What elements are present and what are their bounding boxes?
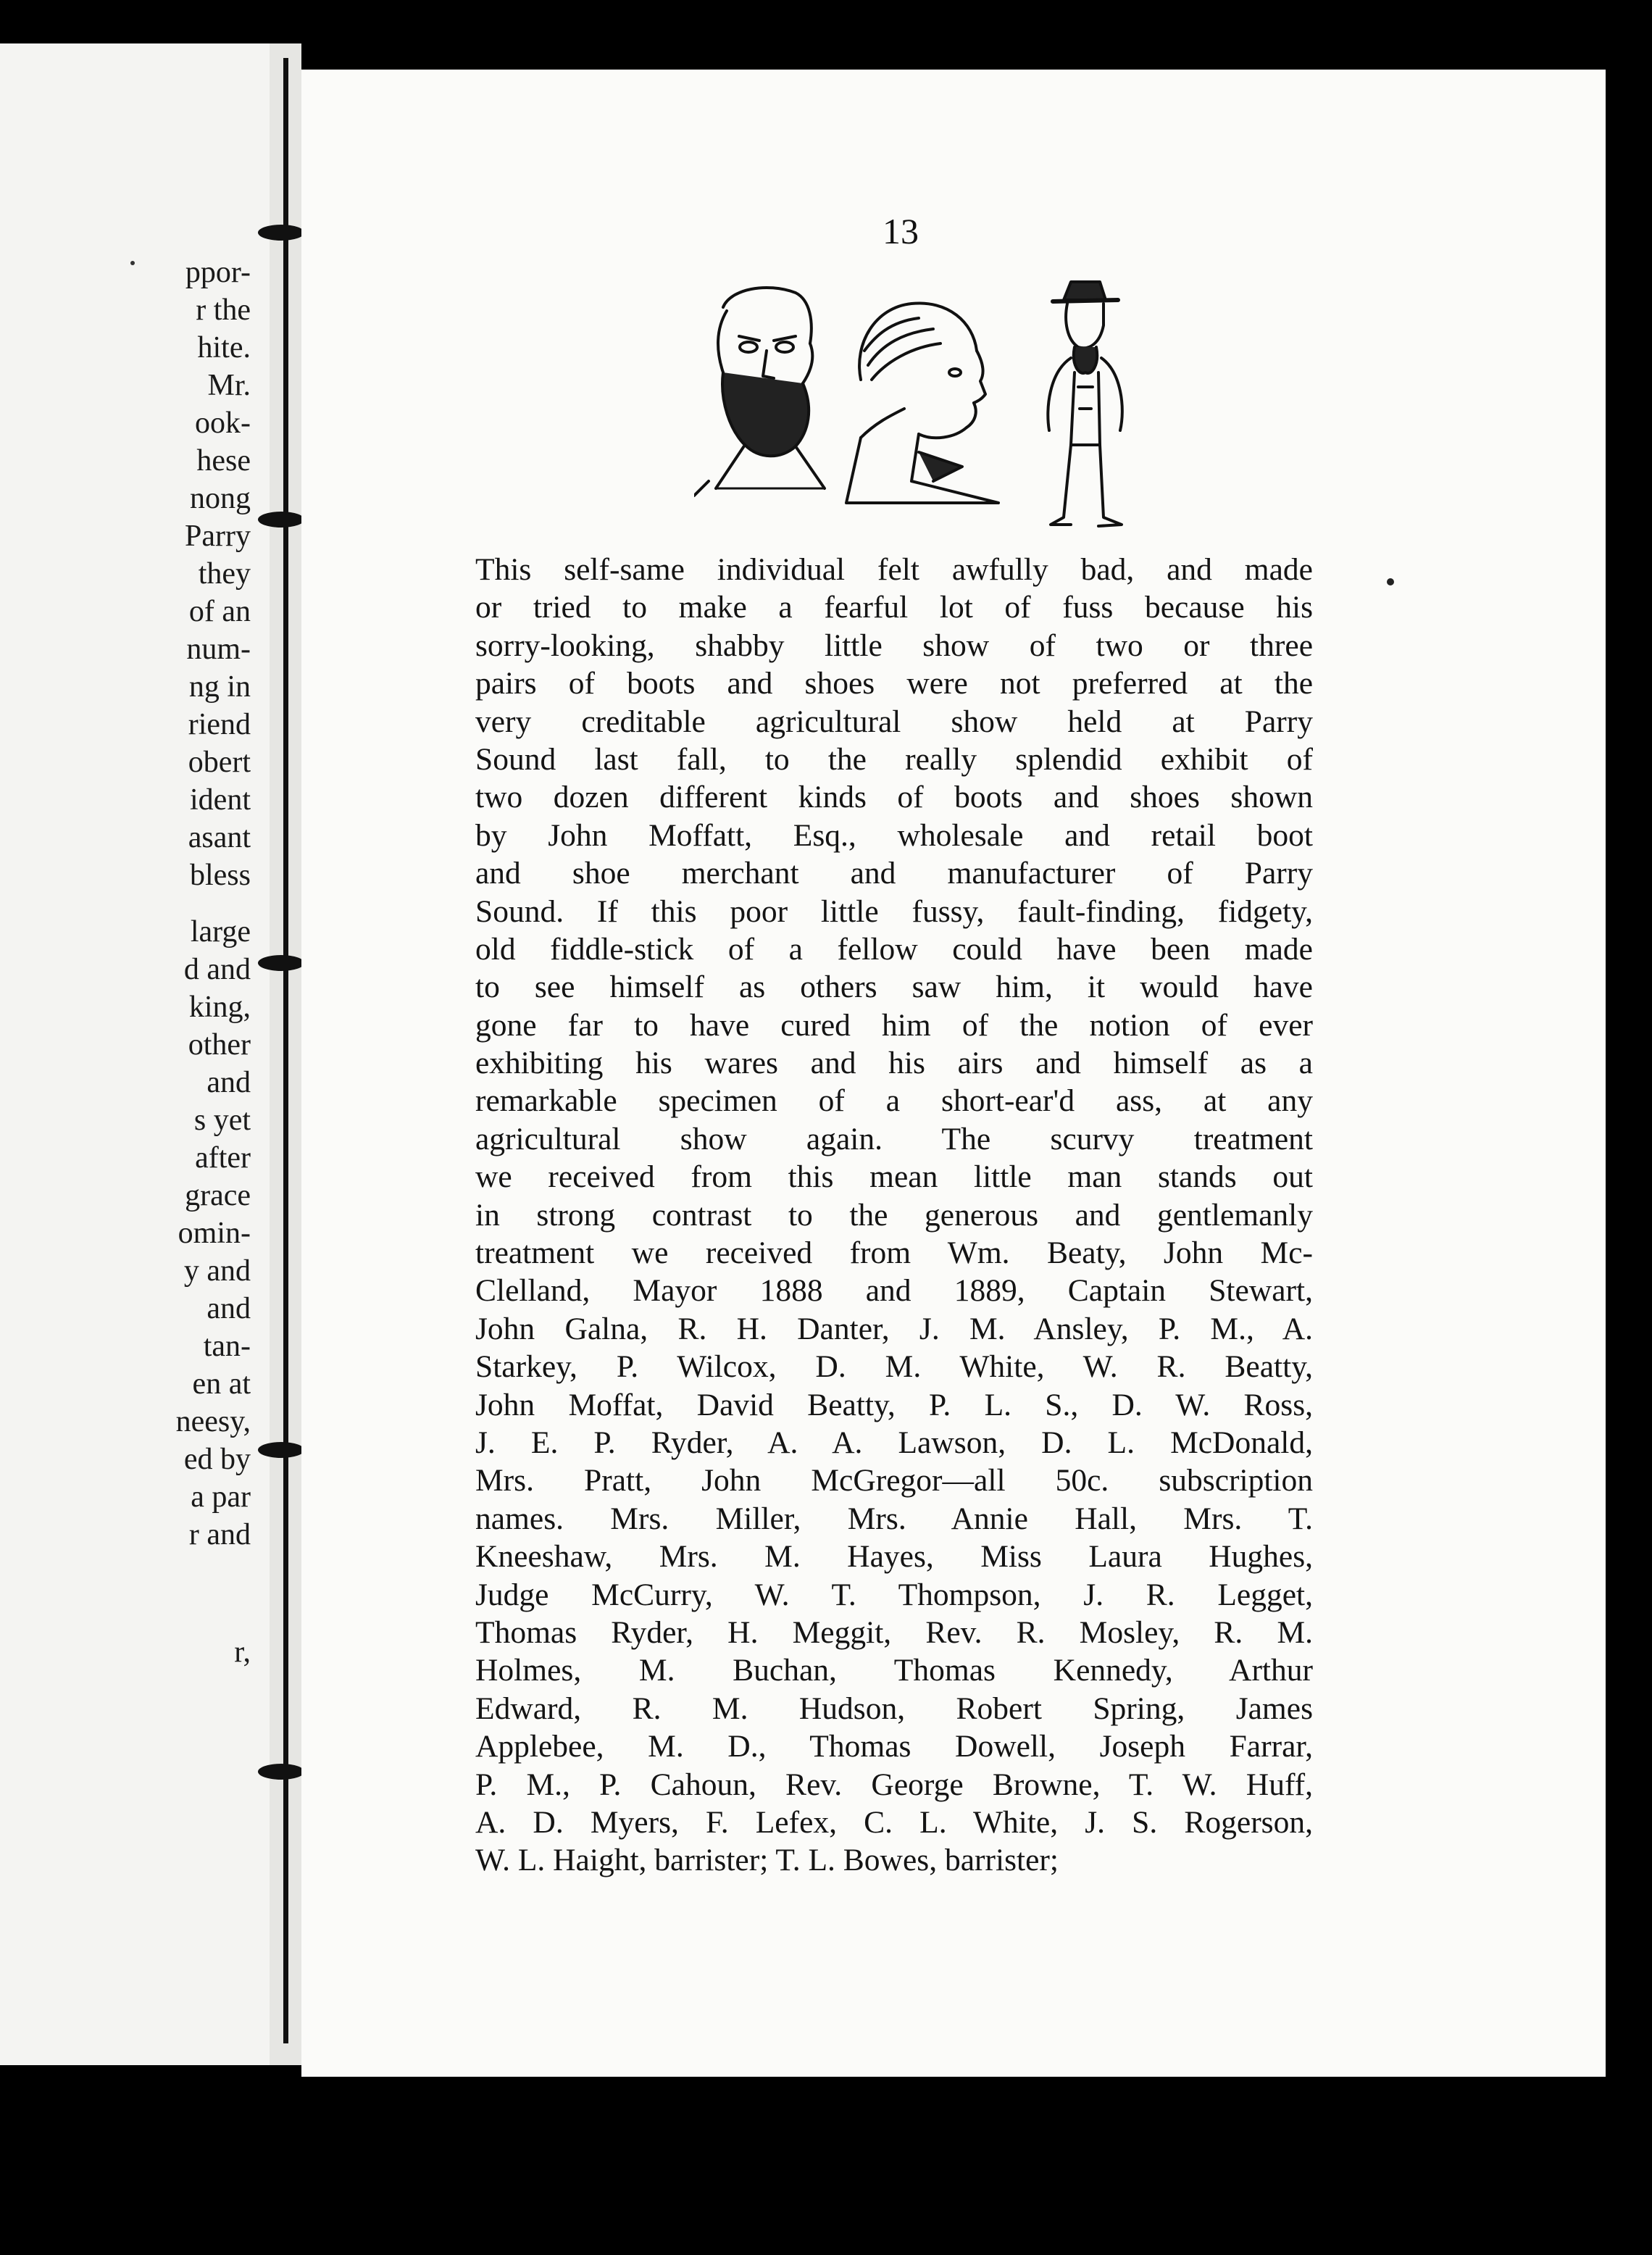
text-line: pairs of boots and shoes were not preferred at the [475,666,1313,701]
text-line: names. Mrs. Miller, Mrs. Annie Hall, Mrs. T. [475,1501,1313,1536]
body-text [475,551,1313,1880]
caricature-profile-man [846,303,998,503]
text-line: Mrs. Pratt, John McGregor—all 50c. subscription [475,1463,1313,1499]
left-page-text [176,254,251,1671]
left-page-line: ed by [183,1443,251,1476]
left-page-line: hite. [197,331,251,364]
text-line: remarkable specimen of a short-ear'd ass, at any [475,1083,1313,1119]
left-page-line: bless [190,859,251,892]
left-page-line: king, [188,991,251,1024]
text-line: exhibiting his wares and his airs and himself as a [475,1046,1313,1081]
text-line: This self-same individual felt awfully bad, and made [475,552,1313,587]
left-page-fragment [0,43,270,2065]
text-line: Sound. If this poor little fussy, fault-finding, fidgety, [475,893,1313,929]
left-page-line: Mr. [207,369,251,402]
text-line: and shoe merchant and manufacturer of Parry [475,856,1313,891]
text-line: A. D. Myers, F. Lefex, C. L. White, J. S. Rogerson, [475,1804,1313,1840]
text-line: Applebee, M. D., Thomas Dowell, Joseph Farrar, [475,1729,1313,1764]
text-line: or tried to make a fearful lot of fuss because his [475,590,1313,625]
left-page-line: r, [234,1635,251,1669]
left-page-line: ppor- [185,256,251,289]
left-page-line: and [206,1292,251,1325]
left-page-line: they [198,557,251,591]
left-page-line: tan- [203,1330,251,1363]
left-page-line: Parry [185,520,251,553]
binding-stitch [258,955,304,971]
left-page-line: of an [188,595,251,628]
text-line: John Galna, R. H. Danter, J. M. Ansley, P. M., A. [475,1311,1313,1346]
text-line: agricultural show again. The scurvy treatment [475,1121,1313,1156]
text-line: Kneeshaw, Mrs. M. Hayes, Miss Laura Hughes, [475,1539,1313,1575]
left-page-line: omin- [178,1217,251,1250]
binding-stitch [258,1764,304,1780]
left-page-line: r the [196,293,251,327]
text-line: Clelland, Mayor 1888 and 1889, Captain Stewart, [475,1273,1313,1309]
caricature-illustration [694,278,1129,546]
text-line: P. M., P. Cahoun, Rev. George Browne, T. W. Huff, [475,1767,1313,1802]
binding-stitch [258,512,304,528]
left-page-line: hese [196,444,251,478]
left-page-line: other [188,1028,251,1062]
text-line: treatment we received from Wm. Beaty, John Mc- [475,1235,1313,1271]
left-page-line: ident [190,783,251,817]
left-page-line: d and [183,953,251,986]
caricature-bearded-man [694,288,825,496]
binding-stitch [258,1442,304,1458]
caricature-standing-man [1048,282,1122,526]
left-page-line: grace [185,1179,251,1212]
text-line: two dozen different kinds of boots and shoes shown [475,780,1313,815]
text-line: Holmes, M. Buchan, Thomas Kennedy, Arthur [475,1653,1313,1688]
left-page-line: large [190,915,251,949]
left-page-line: num- [186,633,251,666]
left-page-line: neesy, [175,1405,251,1438]
text-line: Edward, R. M. Hudson, Robert Spring, James [475,1691,1313,1726]
binding-stitch [258,225,304,241]
left-page-line: ook- [195,407,251,440]
text-line: by John Moffatt, Esq., wholesale and retail boot [475,817,1313,853]
text-line: old fiddle-stick of a fellow could have been made [475,931,1313,967]
text-line: very creditable agricultural show held at Parry [475,704,1313,739]
text-line: sorry-looking, shabby little show of two or three [475,628,1313,663]
left-page-line: r and [188,1518,251,1551]
text-line: Judge McCurry, W. T. Thompson, J. R. Legget, [475,1577,1313,1612]
text-line: in strong contrast to the generous and gentlemanly [475,1197,1313,1233]
left-page-line: after [195,1141,251,1175]
left-page-line: a par [191,1480,251,1514]
text-line: John Moffat, David Beatty, P. L. S., D. W. Ross, [475,1387,1313,1422]
left-page-line: s yet [193,1104,251,1137]
text-line: Starkey, P. Wilcox, D. M. White, W. R. Beatty, [475,1349,1313,1385]
left-page-line: ng in [188,670,251,704]
left-page-line: obert [188,746,251,779]
left-page-line: en at [192,1367,251,1401]
left-page-line: y and [183,1254,251,1288]
left-page-line: riend [188,708,251,741]
stray-mark [130,261,135,265]
text-line: Sound last fall, to the really splendid exhibit of [475,741,1313,777]
stray-dot [1387,578,1394,585]
text-line: gone far to have cured him of the notion of ever [475,1007,1313,1043]
text-line: Thomas Ryder, H. Meggit, Rev. R. Mosley, R. M. [475,1614,1313,1650]
page-number: 13 [883,211,919,251]
text-line: J. E. P. Ryder, A. A. Lawson, D. L. McDonald, [475,1425,1313,1460]
left-page-line: asant [188,821,251,854]
left-page-line: nong [190,482,251,515]
binding-thread [283,58,288,2043]
text-line: W. L. Haight, barrister; T. L. Bowes, barrister; [475,1843,1059,1878]
text-line: to see himself as others saw him, it would have [475,970,1313,1005]
left-page-line: and [206,1066,251,1099]
text-line: we received from this mean little man stands out [475,1159,1313,1195]
